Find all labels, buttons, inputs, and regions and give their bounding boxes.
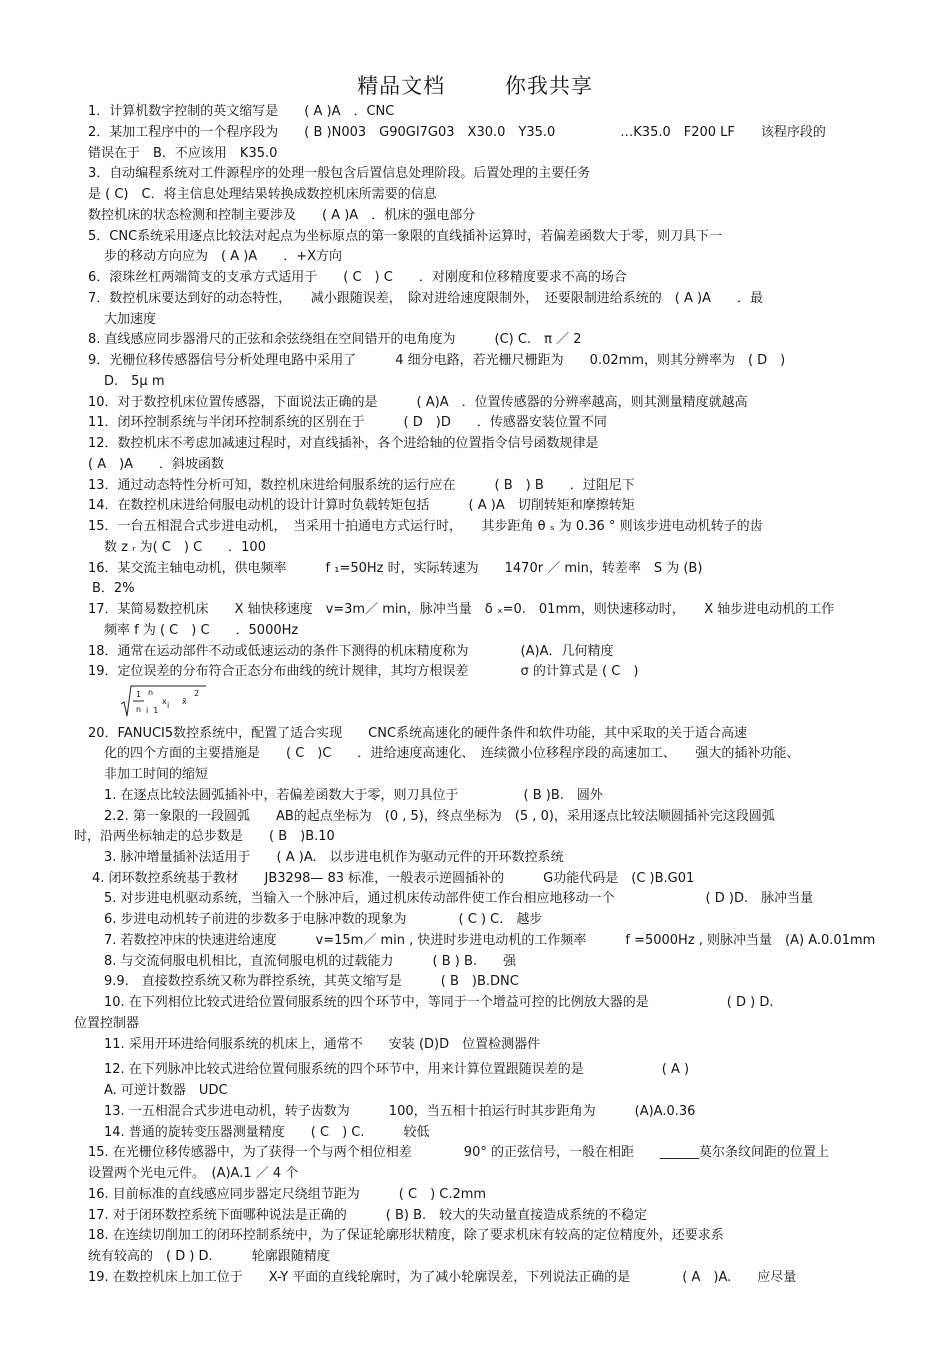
header-right-title: 你我共享 (504, 74, 593, 98)
text-line: 7．数控机床要达到好的动态特性， 减小跟随误差， 除对进给速度限制外， 还要限制进给系统的 ( A )A ．最 (88, 291, 763, 306)
text-line: 统有较高的 ( D ) D. 轮廓跟随精度 (88, 1249, 330, 1264)
text-line: 18. 在连续切削加工的闭环控制系统中，为了保证轮廓形状精度，除了要求机床有较高的定位精度外，还要求系 (88, 1228, 724, 1243)
text-line: 17．某简易数控机床 X 轴快移速度 v=3m／ min，脉冲当量 δ ₓ=0. 01mm，则快速移动时， X 轴步进电动机的工作 (88, 602, 835, 617)
text-line: 非加工时间的缩短 (104, 767, 209, 782)
text-line: 数 z ᵣ 为( C ) C ．100 (104, 540, 266, 555)
text-line: 频率 f 为 ( C ) C ．5000Hz (104, 623, 299, 638)
text-line: 17. 对于闭环数控系统下面哪种说法是正确的 ( B) B. 较大的失动量直接造成系统的不稳定 (88, 1208, 648, 1223)
text-line: 3. 脉冲增量插补法适用于 ( A )A. 以步进电机作为驱动元件的开环数控系统 (104, 850, 564, 865)
text-line: 是 ( C) C．将主信息处理结果转换成数控机床所需要的信息 (88, 187, 437, 202)
text-line: 3．自动编程系统对工件源程序的处理一般包含后置信息处理阶段。后置处理的主要任务 (88, 166, 591, 181)
text-line: 16．某交流主轴电动机，供电频率 f ₁=50Hz 时，实际转速为 1470r ／ min，转差率 S 为 (B) (88, 561, 703, 576)
text-line: 19. 在数控机床上加工位于 X-Y 平面的直线轮廓时，为了减小轮廓误差，下列说法正确的是 ( A )A. 应尽量 (88, 1270, 797, 1285)
text-line: 数控机床的状态检测和控制主要涉及 ( A )A ．机床的强电部分 (88, 208, 476, 223)
text-line: 14. 普通的旋转变压器测量精度 ( C ) C. 较低 (104, 1125, 430, 1140)
text-line: A. 可逆计数器 UDC (104, 1083, 228, 1098)
text-line: 11. 采用开环进给伺服系统的机床上，通常不 安装 (D)D 位置检测器件 (104, 1037, 541, 1052)
formula-denominator: n (136, 705, 142, 714)
text-line: 13．通过动态特性分析可知，数控机床进给伺服系统的运行应在 ( B ) B ．过阻尼下 (88, 478, 635, 493)
text-line: 4. 闭环数控系统基于教材 JB3298— 83 标准，一般表示逆圆插补的 G功能代码是 (C )B.G01 (92, 871, 695, 886)
text-line: 20．FANUCI5数控系统中，配置了适合实现 CNC系统高速化的硬件条件和软件功能，其中采取的关于适合高速 (88, 726, 748, 741)
text-line: ( A )A ．斜坡函数 (88, 457, 225, 472)
text-line: B．2% (92, 581, 135, 596)
text-line: 5. 对步进电机驱动系统，当输入一个脉冲后，通过机床传动部件使工作台相应地移动一个 ( D )D. 脉冲当量 (104, 891, 814, 906)
text-line: 1. 在逐点比较法圆弧插补中，若偏差函数大于零，则刀具位于 ( B )B. 圆外 (104, 788, 603, 803)
text-line: 15．一台五相混合式步进电动机， 当采用十拍通电方式运行时， 其步距角 θ ₛ 为 0.36 ° 则该步进电动机转子的齿 (88, 519, 763, 534)
text-line: 7. 若数控冲床的快速进给速度 v=15m／ min , 快进时步进电动机的工作频率 f =5000Hz , 则脉冲当量 (A) A.0.01mm (104, 933, 876, 948)
formula-sum-lower: i 1 (146, 706, 159, 715)
header-left-title: 精品文档 (357, 74, 446, 98)
text-line: 时，沿两坐标轴走的总步数是 ( B )B.10 (74, 829, 335, 844)
text-line: 6. 步进电动机转子前进的步数多于电脉冲数的现象为 ( C ) C. 越步 (104, 912, 543, 927)
text-line: 9．光栅位移传感器信号分析处理电路中采用了 4 细分电路，若光栅尺栅距为 0.02mm，则其分辨率为 ( D ) (88, 353, 786, 368)
text-line: 10. 在下列相位比较式进给位置伺服系统的四个环节中，等同于一个增益可控的比例放大器的是 ( D ) D. (104, 995, 774, 1010)
text-line: 12. 在下列脉冲比较式进给位置伺服系统的四个环节中，用来计算位置跟随误差的是 ( A ) (104, 1062, 690, 1077)
text-line: 步的移动方向应为 ( A )A ．+X方向 (104, 249, 342, 264)
text-line: 错误在于 B．不应该用 K35.0 (88, 146, 278, 161)
rms-formula (120, 684, 220, 718)
text-line: 12．数控机床不考虑加减速过程时，对直线插补，各个进给轴的位置指令信号函数规律是 (88, 436, 599, 451)
formula-x: x (162, 697, 167, 706)
text-line: 19．定位误差的分布符合正态分布曲线的统计规律，其均方根误差 σ 的计算式是 ( C ) (88, 664, 639, 679)
text-line: 5．CNC系统采用逐点比较法对起点为坐标原点的第一象限的直线插补运算时，若偏差函数大于零，则刀具下一 (88, 229, 723, 244)
text-line: 8. 与交流伺服电机相比，直流伺服电机的过载能力 ( B ) B. 强 (104, 954, 517, 969)
text-line: 15. 在光栅位移传感器中，为了获得一个与两个相位相差 90° 的正弦信号，一般在相距 ______莫尔条纹间距的位置上 (88, 1145, 829, 1160)
text-line: 13. 一五相混合式步进电动机，转子齿数为 100，当五相十拍运行时其步距角为 (A)A.0.36 (104, 1104, 696, 1119)
formula-sum-upper: n (148, 688, 154, 697)
text-line: 2．某加工程序中的一个程序段为 ( B )N003 G90GI7G03 X30.0 Y35.0 …K35.0 F200 LF 该程序段的 (88, 125, 826, 140)
text-line: 2.2. 第一象限的一段圆弧 AB的起点坐标为 (0 , 5)，终点坐标为 (5 , 0)，采用逐点比较法顺圆插补完这段圆弧 (104, 809, 775, 824)
page-header (0, 70, 950, 100)
text-line: D. 5μ m (104, 374, 165, 389)
text-line: 8. 直线感应同步器滑尺的正弦和余弦绕组在空间错开的电角度为 (C) C. π ／ 2 (88, 332, 582, 347)
text-line: 位置控制器 (74, 1016, 140, 1031)
formula-xbar: x̄ (182, 697, 187, 706)
text-line: 1．计算机数字控制的英文缩写是 ( A )A ．CNC (88, 104, 395, 119)
formula-numerator: 1 (136, 690, 142, 699)
text-line: 设置两个光电元件。 (A)A.1 ／ 4 个 (88, 1166, 299, 1181)
text-line: 化的四个方面的主要措施是 ( C )C ．进给速度高速化、 连续微小位移程序段的高速加工、 强大的插补功能、 (104, 746, 800, 761)
text-line: 11．闭环控制系统与半闭环控制系统的区别在于 ( D )D ．传感器安装位置不同 (88, 415, 607, 430)
text-line: 14．在数控机床进给伺服电动机的设计计算时负载转矩包括 ( A )A 切削转矩和摩擦转矩 (88, 498, 635, 513)
text-line: 大加速度 (104, 312, 157, 327)
text-line: 18．通常在运动部件不动或低速运动的条件下测得的机床精度称为 (A)A．几何精度 (88, 644, 614, 659)
text-line: 6．滚珠丝杠两端简支的支承方式适用于 ( C ) C ．对刚度和位移精度要求不高的场合 (88, 270, 627, 285)
text-line: 9.9. 直接数控系统又称为群控系统，其英文缩写是 ( B )B.DNC (104, 974, 519, 989)
text-line: 10．对于数控机床位置传感器，下面说法正确的是 ( A)A ．位置传感器的分辨率越高，则其测量精度就越高 (88, 395, 748, 410)
text-line: 16. 目前标准的直线感应同步器定尺绕组节距为 ( C ) C.2mm (88, 1187, 487, 1202)
formula-i: i (167, 701, 170, 710)
formula-power: 2 (194, 689, 200, 698)
